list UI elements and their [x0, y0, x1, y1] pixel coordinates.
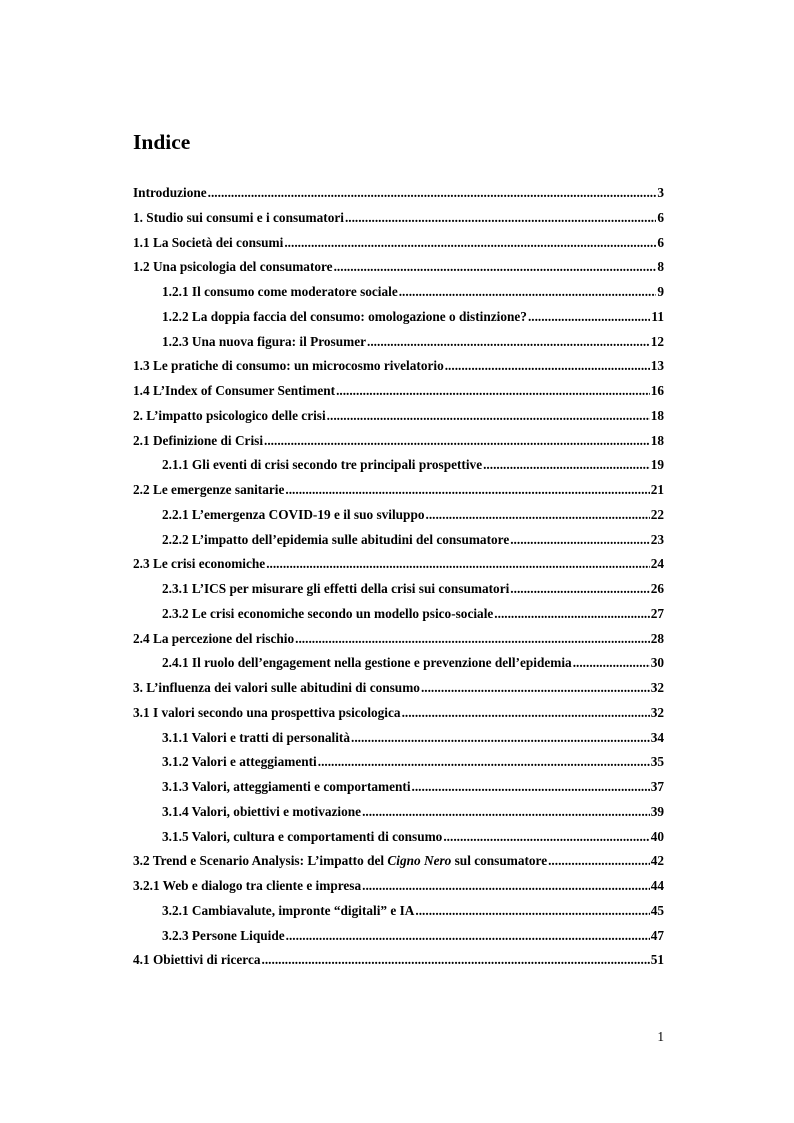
- toc-dot-leader: [421, 680, 650, 696]
- toc-entry-label: 3.1.2 Valori e atteggiamenti: [162, 754, 317, 770]
- toc-dot-leader: [351, 730, 650, 746]
- toc-entry[interactable]: [133, 853, 664, 878]
- toc-dot-leader: [318, 754, 650, 770]
- toc-dot-leader: [483, 457, 650, 473]
- toc-dot-leader: [412, 779, 650, 795]
- toc-entry[interactable]: [133, 655, 664, 680]
- toc-entry-page: 30: [650, 655, 664, 671]
- toc-entry-page: 6: [657, 209, 664, 225]
- toc-entry-page: 9: [657, 284, 664, 299]
- toc-entry-page: 27: [650, 605, 664, 621]
- toc-entry[interactable]: [133, 878, 664, 903]
- toc-entry[interactable]: [133, 408, 664, 433]
- toc-entry-page: 18: [650, 432, 664, 448]
- toc-entry-label: 1. Studio sui consumi e i consumatori: [133, 209, 344, 225]
- toc-entry[interactable]: [133, 358, 664, 383]
- toc-entry[interactable]: [133, 482, 664, 507]
- toc-entry-page: 18: [650, 407, 664, 423]
- toc-dot-leader: [208, 185, 657, 201]
- toc-entry-page: 42: [650, 853, 664, 869]
- toc-entry-label: 3.1 I valori secondo una prospettiva psicologica: [133, 704, 401, 720]
- toc-entry-label: 1.1 La Società dei consumi: [133, 234, 284, 250]
- toc-entry-label: 1.2.2 La doppia faccia del consumo: omologazione o distinzione?: [162, 308, 527, 324]
- toc-entry-page: 19: [650, 457, 664, 473]
- toc-entry[interactable]: [133, 532, 664, 557]
- toc-dot-leader: [445, 358, 650, 374]
- toc-entry-page: 13: [650, 358, 664, 374]
- toc-entry[interactable]: [133, 185, 664, 210]
- toc-dot-leader: [528, 309, 650, 325]
- toc-dot-leader: [494, 606, 649, 622]
- toc-entry-label: 1.3 Le pratiche di consumo: un microcosmo rivelatorio: [133, 358, 444, 374]
- toc-entry-label: 3.1.3 Valori, atteggiamenti e comportamenti: [162, 779, 411, 794]
- toc-dot-leader: [426, 507, 650, 523]
- toc-entry[interactable]: [133, 309, 664, 334]
- toc-entry-page: 34: [650, 729, 664, 745]
- toc-entry[interactable]: [133, 606, 664, 631]
- toc-entry-page: 45: [650, 902, 664, 918]
- toc-entry-label: 1.4 L’Index of Consumer Sentiment: [133, 383, 336, 398]
- toc-entry[interactable]: [133, 754, 664, 779]
- toc-dot-leader: [327, 408, 650, 424]
- toc-dot-leader: [362, 878, 650, 894]
- toc-entry-label: 2.3 Le crisi economiche: [133, 556, 266, 572]
- toc-entry[interactable]: [133, 259, 664, 284]
- toc-dot-leader: [402, 705, 650, 721]
- toc-entry[interactable]: [133, 235, 664, 260]
- toc-entry-page: 44: [650, 878, 664, 893]
- toc-entry-label: 3.2.1 Cambiavalute, impronte “digitali” e IA: [162, 902, 415, 918]
- toc-entry-page: 35: [650, 754, 664, 770]
- toc-entry-label: 2.2 Le emergenze sanitarie: [133, 482, 285, 497]
- toc-dot-leader: [548, 853, 650, 869]
- toc-entry[interactable]: [133, 952, 664, 977]
- toc-dot-leader: [266, 556, 650, 572]
- toc-entry-label: 3.2.3 Persone Liquide: [162, 927, 285, 943]
- toc-entry-page: 40: [650, 828, 664, 844]
- toc-dot-leader: [295, 631, 650, 647]
- toc-entry-label: 2.2.1 L’emergenza COVID-19 e il suo sviluppo: [162, 506, 425, 522]
- table-of-contents: [133, 185, 664, 977]
- toc-entry-page: 16: [650, 383, 664, 398]
- toc-entry-label: 3. L’influenza dei valori sulle abitudini di consumo: [133, 680, 420, 695]
- toc-entry[interactable]: [133, 705, 664, 730]
- toc-dot-leader: [573, 655, 650, 671]
- toc-entry[interactable]: [133, 556, 664, 581]
- toc-dot-leader: [286, 928, 650, 944]
- toc-entry-page: 26: [650, 581, 664, 596]
- toc-entry[interactable]: [133, 779, 664, 804]
- toc-entry[interactable]: [133, 581, 664, 606]
- toc-entry-page: 21: [650, 482, 664, 497]
- toc-entry-label: 3.1.4 Valori, obiettivi e motivazione: [162, 803, 362, 819]
- toc-dot-leader: [362, 804, 650, 820]
- toc-entry-label: 2.1 Definizione di Crisi: [133, 432, 264, 448]
- toc-dot-leader: [334, 259, 657, 275]
- toc-entry[interactable]: [133, 730, 664, 755]
- toc-entry-label: Introduzione: [133, 185, 207, 200]
- toc-dot-leader: [284, 235, 656, 251]
- toc-entry-page: 47: [650, 927, 664, 943]
- page-title: Indice: [133, 130, 191, 154]
- toc-dot-leader: [415, 903, 649, 919]
- toc-entry-page: 23: [650, 531, 664, 547]
- toc-entry-label: 2.1.1 Gli eventi di crisi secondo tre principali prospettive: [162, 457, 483, 473]
- toc-dot-leader: [336, 383, 650, 399]
- toc-dot-leader: [443, 829, 649, 845]
- toc-entry-label: 2.3.1 L’ICS per misurare gli effetti della crisi sui consumatori: [162, 581, 510, 596]
- toc-dot-leader: [262, 952, 650, 968]
- toc-entry[interactable]: [133, 210, 664, 235]
- toc-dot-leader: [285, 482, 649, 498]
- toc-entry-page: 6: [657, 234, 664, 250]
- toc-entry-label: 1.2.3 Una nuova figura: il Prosumer: [162, 333, 367, 349]
- toc-entry[interactable]: [133, 334, 664, 359]
- toc-entry[interactable]: [133, 284, 664, 309]
- toc-entry-page: 37: [650, 779, 664, 794]
- toc-entry[interactable]: [133, 903, 664, 928]
- toc-entry[interactable]: [133, 928, 664, 953]
- toc-entry[interactable]: [133, 631, 664, 656]
- page-number: 1: [657, 1029, 664, 1044]
- toc-entry-label: 2. L’impatto psicologico delle crisi: [133, 407, 326, 423]
- toc-dot-leader: [399, 284, 657, 300]
- toc-entry-page: 39: [650, 803, 664, 819]
- toc-entry-page: 11: [651, 308, 664, 324]
- toc-dot-leader: [510, 581, 649, 597]
- toc-entry-page: 28: [650, 630, 664, 646]
- toc-entry-page: 24: [650, 556, 664, 572]
- toc-entry-page: 8: [657, 259, 664, 275]
- toc-entry-label: 2.2.2 L’impatto dell’epidemia sulle abitudini del consumatore: [162, 531, 510, 547]
- toc-entry[interactable]: [133, 383, 664, 408]
- toc-entry-label: 1.2 Una psicologia del consumatore: [133, 259, 333, 275]
- toc-entry[interactable]: [133, 433, 664, 458]
- toc-entry-page: 32: [650, 704, 664, 720]
- toc-entry[interactable]: [133, 457, 664, 482]
- toc-entry-page: 3: [657, 185, 664, 200]
- toc-entry-label: 3.2 Trend e Scenario Analysis: L’impatto del Cigno Nero sul consumatore: [133, 853, 548, 869]
- toc-dot-leader: [345, 210, 656, 226]
- toc-entry[interactable]: [133, 804, 664, 829]
- toc-entry[interactable]: [133, 680, 664, 705]
- toc-entry-page: 22: [650, 506, 664, 522]
- toc-dot-leader: [264, 433, 650, 449]
- toc-entry[interactable]: [133, 507, 664, 532]
- toc-entry-page: 12: [650, 333, 664, 349]
- toc-entry-label: 1.2.1 Il consumo come moderatore sociale: [162, 284, 398, 299]
- toc-entry-label: 3.2.1 Web e dialogo tra cliente e impresa: [133, 878, 362, 893]
- toc-entry-label: 2.4 La percezione del rischio: [133, 630, 295, 646]
- toc-entry-label: 2.3.2 Le crisi economiche secondo un modello psico-sociale: [162, 605, 494, 621]
- toc-dot-leader: [367, 334, 650, 350]
- toc-entry-label: 2.4.1 Il ruolo dell’engagement nella gestione e prevenzione dell’epidemia: [162, 655, 572, 671]
- toc-entry-label: 4.1 Obiettivi di ricerca: [133, 952, 261, 968]
- toc-entry-page: 32: [650, 680, 664, 695]
- toc-entry-page: 51: [650, 952, 664, 968]
- toc-entry-label: 3.1.1 Valori e tratti di personalità: [162, 729, 350, 745]
- toc-entry[interactable]: [133, 829, 664, 854]
- toc-dot-leader: [510, 532, 649, 548]
- toc-entry-label: 3.1.5 Valori, cultura e comportamenti di consumo: [162, 828, 443, 844]
